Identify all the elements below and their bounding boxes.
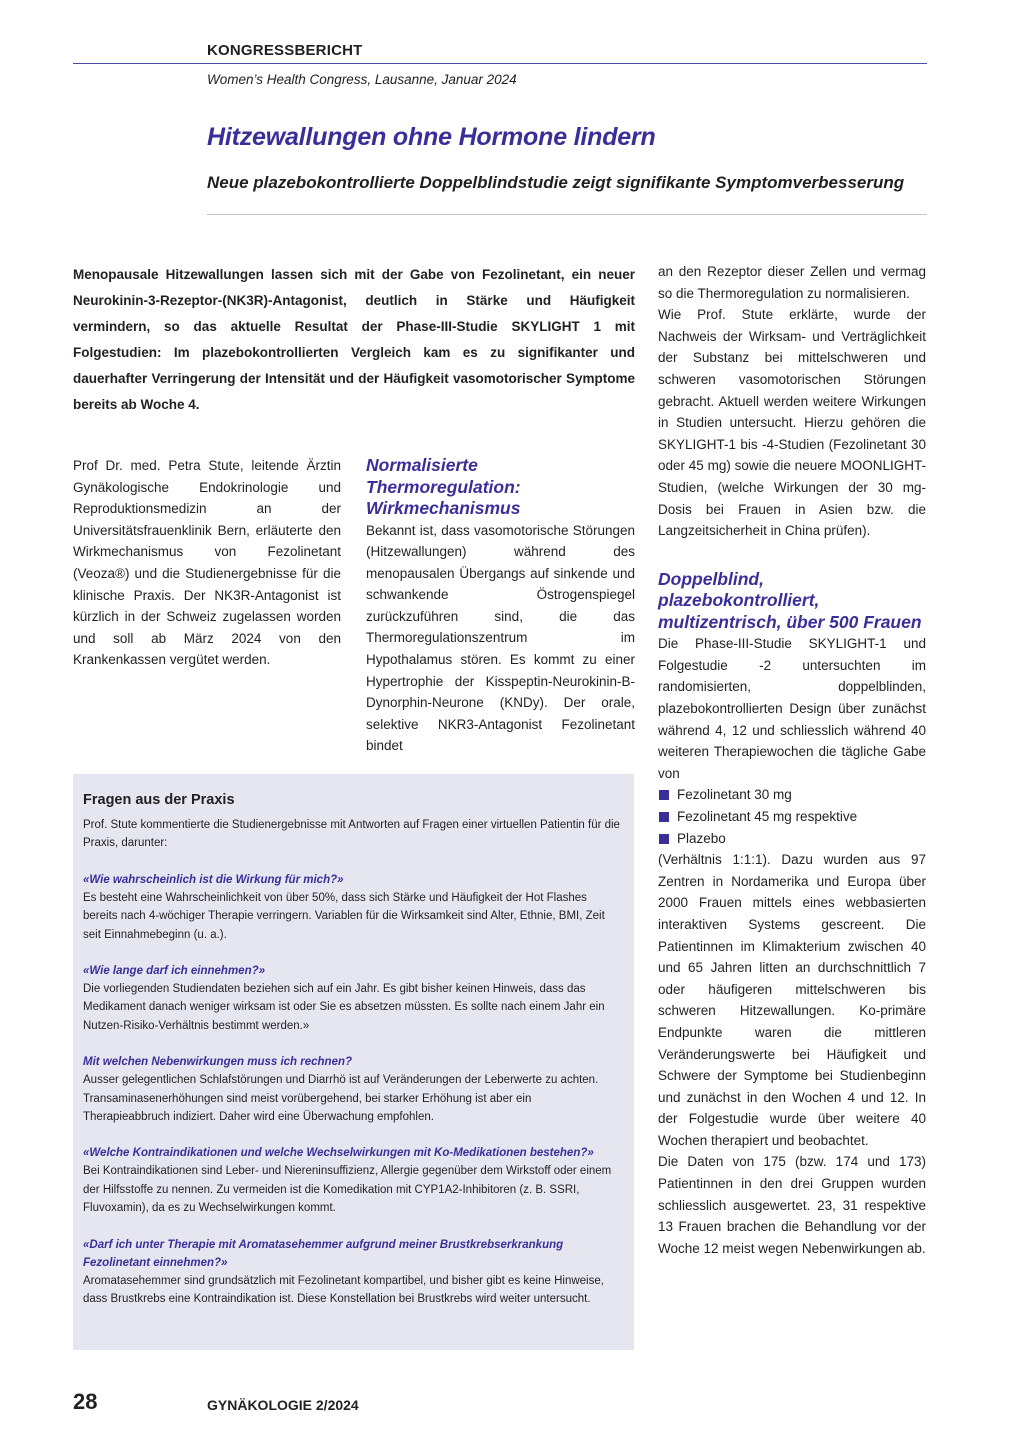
qa-item [83,962,620,1035]
col3-paragraph-1: an den Rezeptor dieser Zellen und vermag so die Thermoregulation zu normalisieren. [658,264,926,301]
col3-paragraph-3: Die Phase-III-Studie SKYLIGHT-1 und Folgestudie -2 untersuchten im randomisierten, doppelblinden, plazebokontrollierten Design über zunächst während 4, 12 und schliesslich während 40 weiteren Therapiewochen die tägliche Gabe von [658,636,926,781]
qa-item [83,1144,620,1217]
list-item-label: Plazebo [677,830,726,846]
qa-answer: Die vorliegenden Studiendaten beziehen sich auf ein Jahr. Es gibt bisher keinen Hinweis, dass das Medikament danach weniger wirksam ist oder Sie es absetzen müssten. Es sollte nach einem Jahr ein Nutzen-Risiko-Verhältnis bestimmt werden.» [83,983,605,1032]
article-title: Hitzewallungen ohne Hormone lindern [207,123,656,151]
qa-question: Mit welchen Nebenwirkungen muss ich rechnen? [83,1056,353,1069]
square-bullet-icon [659,790,669,800]
header-rule [73,63,927,64]
qa-answer: Aromatasehemmer sind grundsätzlich mit Fezolinetant kompartibel, und bisher gibt es keine Hinweise, dass Brustkrebs eine Kontraindikation ist. Diese Konstellation bei Brustkrebs wird weiter untersucht. [83,1274,604,1306]
qa-answer: Ausser gelegentlichen Schlafstörungen und Diarrhö ist auf Veränderungen der Leberwerte zu achten. Transaminasenerhöhungen sind meist vorübergehend, bei starker Erhöhung ist aber ein Therapieabbruch indiziert. Daher wird eine Überwachung empfohlen. [83,1074,599,1124]
col3-paragraph-5: Die Daten von 175 (bzw. 174 und 173) Patientinnen in den drei Gruppen wurden schliesslich ausgewertet. 23, 31 respektive 13 Frauen brachen die Behandlung vor der Woche 12 meist wegen Nebenwirkungen ab. [658,1154,926,1256]
heading-study-design: Doppelblind, plazebokontrolliert, multizentrisch, über 500 Frauen [658,568,922,632]
box-title: Fragen aus der Praxis [83,792,235,808]
journal-name: GYNÄKOLOGIE 2/2024 [207,1397,359,1413]
mechanism-paragraph: Bekannt ist, dass vasomotorische Störungen (Hitzewallungen) während des menopausalen Übergangs auf sinkende und schwankende Östrogenspiegel zurückzuführen sind, die das Thermoregulationszentrum im Hypothalamus stören. Es kommt zu einer Hypertrophie der Kisspeptin-Neurokinin-B-Dynorphin-Neurone (KNDy). Der orale, selektive NKR3-Antagonist Fezolinetant bindet [366,522,635,754]
section-label: KONGRESSBERICHT [207,42,363,59]
column-1 [73,455,341,671]
qa-question: «Darf ich unter Therapie mit Aromatasehemmer aufgrund meiner Brustkrebserkrankung Fezolinetant einnehmen?» [83,1238,564,1269]
intro-paragraph: Prof Dr. med. Petra Stute, leitende Ärztin Gynäkologische Endokrinologie und Reproduktionsmedizin an der Universitätsfrauenklinik Bern, erläuterte den Wirkmechanismus von Fezolinetant (Veoza®) und die Studienergebnisse für die klinische Praxis. Der NK3R-Antagonist ist kürzlich in der Schweiz zugelassen worden und soll ab März 2024 von den Krankenkassen vergütet werden. [73,458,341,668]
lead-paragraph: Menopausale Hitzewallungen lassen sich mit der Gabe von Fezolinetant, ein neuer Neurokinin-3-Rezeptor-(NK3R)-Antagonist, deutlich in Stärke und Häufigkeit vermindern, so das aktuelle Resultat der Phase-III-Studie SKYLIGHT 1 mit Folgestudien: Im plazebokontrollierten Vergleich kam es zu signifikanter und dauerhafter Verringerung der Intensität und der Häufigkeit vasomotorischer Symptome bereits ab Woche 4. [73,267,635,412]
heading-mechanism: Normalisierte Thermoregulation: Wirkmechanismus [366,455,521,518]
practice-questions-box [73,774,634,1350]
column-2 [366,455,635,757]
col3-paragraph-2: Wie Prof. Stute erklärte, wurde der Nachweis der Wirksam- und Verträglichkeit der Substanz bei mittelschweren und schweren vasomotorischen Störungen gebracht. Aktuell werden weitere Wirkungen in Studien untersucht. Hierzu gehören die SKYLIGHT-1 bis -4-Studien (Fezolinetant 30 oder 45 mg) sowie die neuere MOONLIGHT-Studien, (welche Wirkungen der 30 mg-Dosis bei Frauen in Asien bzw. die Langzeitsicherheit in China prüfen). [658,307,926,539]
qa-answer: Bei Kontraindikationen sind Leber- und Niereninsuffizienz, Allergie gegenüber dem Wirkstoff oder einem der Hilfsstoffe zu nennen. Zu vermeiden ist die Komedikation mit CYP1A2-Inhibitoren (z. B. SSRI, Fluvoxamin), da es zu Wechselwirkungen kommt. [83,1165,612,1215]
list-item [658,806,926,828]
qa-item [83,871,620,944]
qa-question: «Wie lange darf ich einnehmen?» [83,965,266,978]
qa-item [83,1236,620,1309]
qa-question: «Welche Kontraindikationen und welche Wechselwirkungen mit Ko-Medikationen bestehen?» [83,1147,594,1160]
list-item [658,784,926,806]
list-item-label: Fezolinetant 30 mg [677,787,792,803]
box-intro: Prof. Stute kommentierte die Studienergebnisse mit Antworten auf Fragen einer virtuellen Patientin für die Praxis, darunter: [83,819,620,850]
congress-line: Women’s Health Congress, Lausanne, Januar 2024 [207,72,517,87]
qa-question: «Wie wahrscheinlich ist die Wirkung für mich?» [83,873,344,886]
square-bullet-icon [659,834,669,844]
square-bullet-icon [659,812,669,822]
qa-item [83,1053,620,1126]
qa-answer: Es besteht eine Wahrscheinlichkeit von über 50%, dass sich Stärke und Häufigkeit der Hot Flashes bereits nach 4-wöchiger Therapie verringern. Variablen für die Wirksamkeit sind Alter, Ethnie, BMI, Zeit seit Einnahmebeginn (u. a.). [83,891,605,941]
list-item [658,828,926,850]
subtitle-rule [207,214,927,215]
column-3 [658,261,926,1259]
page-number: 28 [73,1389,98,1414]
col3-paragraph-4: (Verhältnis 1:1:1). Dazu wurden aus 97 Zentren in Nordamerika und Europa über 2000 Frauen mittels eines webbasierten interaktiven Systems gescreent. Die Patientinnen im Klimakterium zwischen 40 und 65 Jahren litten an durchschnittlich 7 oder häufigeren mittelschweren bis schweren Hitzewallungen. Ko-primäre Endpunkte waren die mittleren Veränderungswerte bei Häufigkeit und Schwere der Symptome bei Studienbeginn und zunächst in den Wochen 4 und 12. In der Folgestudie wurde über weitere 40 Wochen therapiert und beobachtet. [658,852,926,1148]
list-item-label: Fezolinetant 45 mg respektive [677,808,858,824]
treatment-list [658,784,926,849]
article-subtitle: Neue plazebokontrollierte Doppelblindstudie zeigt signifikante Symptomverbesserung [207,173,905,192]
